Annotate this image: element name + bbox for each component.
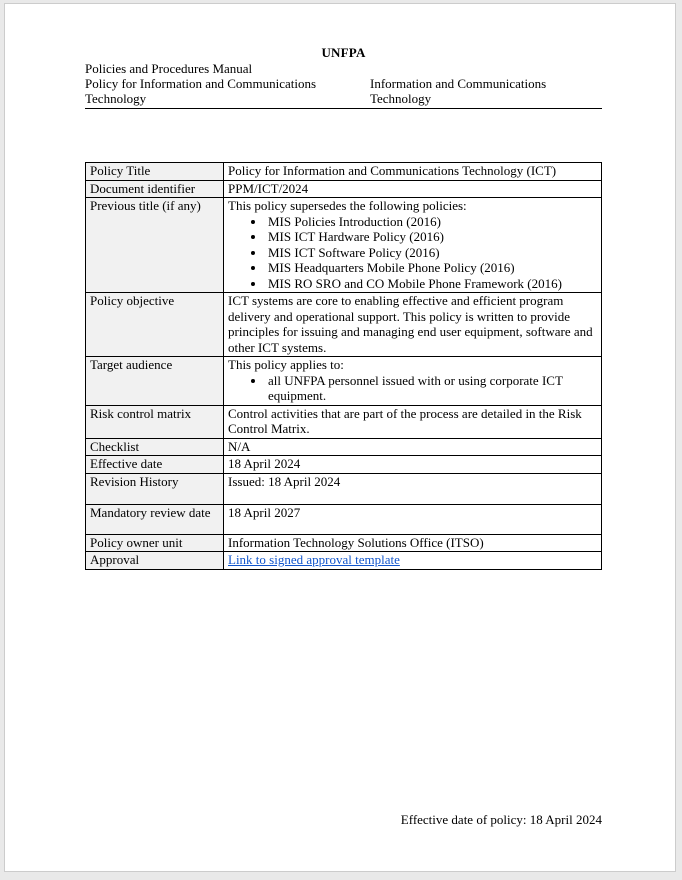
row-value: Policy for Information and Communications Technology (ICT)	[224, 163, 602, 181]
table-row-checklist	[86, 438, 602, 456]
row-value: 18 April 2024	[224, 456, 602, 474]
row-value: Issued: 18 April 2024	[224, 473, 602, 504]
policy-info-table	[85, 162, 602, 570]
cell-intro: This policy supersedes the following policies:	[228, 198, 467, 213]
row-value	[224, 552, 602, 570]
list-item: • MIS Headquarters Mobile Phone Policy (2016)	[266, 260, 597, 276]
table-row-effective-date	[86, 456, 602, 474]
document-page	[4, 3, 676, 872]
row-value: 18 April 2027	[224, 504, 602, 534]
document-header	[85, 45, 602, 109]
table-row-document-identifier	[86, 180, 602, 198]
row-value: Control activities that are part of the process are detailed in the Risk Control Matrix.	[224, 405, 602, 438]
table-row-risk-control-matrix	[86, 405, 602, 438]
row-label: Target audience	[86, 357, 224, 406]
row-label: Risk control matrix	[86, 405, 224, 438]
policy-title-line	[85, 76, 602, 109]
row-value: Information Technology Solutions Office (ITSO)	[224, 534, 602, 552]
cell-intro: This policy applies to:	[228, 357, 344, 372]
table-row-approval	[86, 552, 602, 570]
row-label: Revision History	[86, 473, 224, 504]
table-row-revision-history	[86, 473, 602, 504]
table-row-previous-title	[86, 198, 602, 293]
row-label: Policy objective	[86, 293, 224, 357]
table-row-policy-title	[86, 163, 602, 181]
manual-title: Policies and Procedures Manual	[85, 61, 253, 76]
row-label: Previous title (if any)	[86, 198, 224, 293]
list-item: • MIS RO SRO and CO Mobile Phone Framework (2016)	[266, 276, 597, 292]
row-label: Document identifier	[86, 180, 224, 198]
footer-effective-date: Effective date of policy: 18 April 2024	[400, 812, 602, 827]
approval-template-link[interactable]: Link to signed approval template	[228, 552, 400, 567]
row-label: Mandatory review date	[86, 504, 224, 534]
list-item: • MIS ICT Software Policy (2016)	[266, 245, 597, 261]
policy-title-right: Information and Communications Technology	[369, 76, 547, 106]
table-row-mandatory-review-date	[86, 504, 602, 534]
row-label: Checklist	[86, 438, 224, 456]
row-label: Policy Title	[86, 163, 224, 181]
table-row-policy-owner-unit	[86, 534, 602, 552]
target-audience-list	[228, 373, 597, 404]
list-item: • all UNFPA personnel issued with or using corporate ICT equipment.	[266, 373, 597, 404]
row-label: Effective date	[86, 456, 224, 474]
row-value: N/A	[224, 438, 602, 456]
row-value	[224, 198, 602, 293]
table-row-policy-objective	[86, 293, 602, 357]
row-label: Approval	[86, 552, 224, 570]
row-value: PPM/ICT/2024	[224, 180, 602, 198]
row-label: Policy owner unit	[86, 534, 224, 552]
superseded-policies-list	[228, 214, 597, 292]
page-content	[5, 4, 675, 570]
list-item: • MIS Policies Introduction (2016)	[266, 214, 597, 230]
policy-title-left: Policy for Information and Communications Technology	[85, 76, 317, 106]
org-name: UNFPA	[321, 45, 366, 60]
table-row-target-audience	[86, 357, 602, 406]
row-value: ICT systems are core to enabling effective and efficient program delivery and operational support. This policy is written to provide principles for issuing and managing end user equipment, software and other ICT systems.	[224, 293, 602, 357]
row-value	[224, 357, 602, 406]
list-item: • MIS ICT Hardware Policy (2016)	[266, 229, 597, 245]
